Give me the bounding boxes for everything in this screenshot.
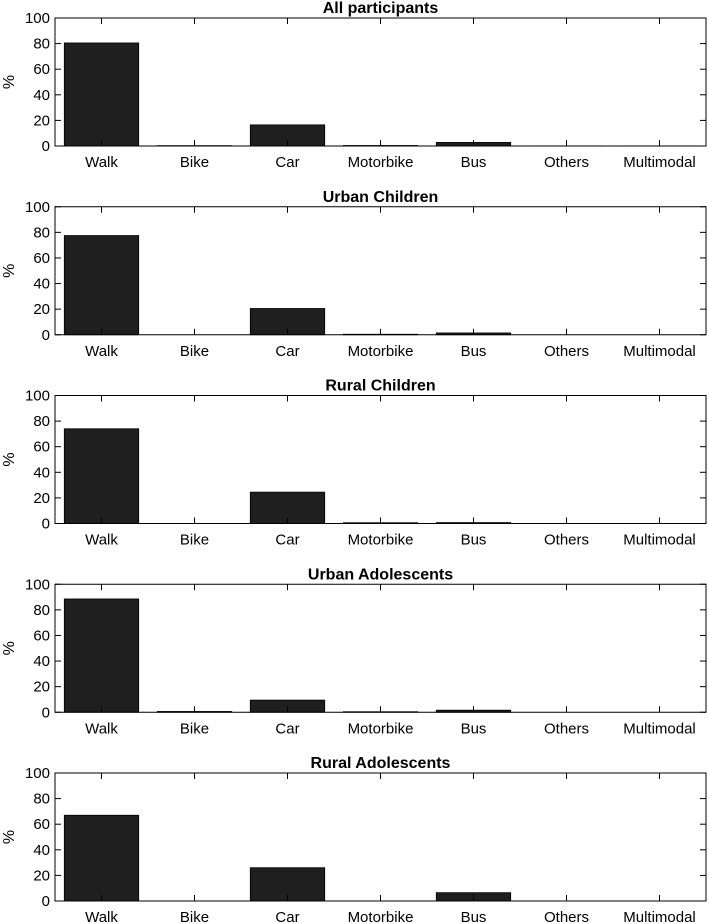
x-tick-label-bus: Bus [460,531,487,549]
x-tick-label-others: Others [543,531,590,549]
chart-panel-all-participants [1,0,706,171]
x-tick-label-motorbike: Motorbike [347,909,414,924]
x-tick-label-others: Others [543,720,590,738]
x-tick-label-walk: Walk [85,720,118,738]
x-tick-label-others: Others [543,154,590,171]
axes-box [55,396,706,524]
axes-box [55,18,706,146]
x-tick-label-multimodal: Multimodal [623,154,696,171]
x-tick-label-others: Others [543,342,590,360]
x-tick-label-bus: Bus [460,154,487,171]
x-tick-label-motorbike: Motorbike [347,154,414,171]
x-tick-label-car: Car [275,342,300,360]
x-tick-label-walk: Walk [85,154,118,171]
y-tick-label: 100 [24,10,50,27]
y-axis-label: % [1,641,18,656]
chart-panel-urban-adolescents [1,566,706,737]
bar-walk [64,599,138,712]
axes-box [55,207,706,335]
x-tick-label-bus: Bus [460,720,487,738]
bar-walk [64,815,138,901]
y-tick-label: 100 [24,387,50,405]
x-tick-label-car: Car [275,154,300,171]
y-tick-label: 80 [33,224,50,242]
y-tick-label: 80 [33,35,50,53]
y-axis-label: % [1,452,18,467]
x-tick-label-motorbike: Motorbike [347,342,414,360]
x-tick-label-multimodal: Multimodal [623,342,696,360]
x-tick-label-bus: Bus [460,342,487,360]
y-tick-label: 40 [33,86,50,104]
y-tick-label: 40 [33,653,50,671]
x-tick-label-bus: Bus [460,909,487,924]
y-tick-label: 80 [33,790,50,808]
bar-walk [64,236,138,335]
y-tick-label: 80 [33,413,50,431]
chart-title: All participants [322,0,439,17]
chart-title: Rural Children [325,377,436,395]
y-tick-label: 20 [33,867,50,885]
chart-panel-rural-adolescents [1,755,706,924]
y-tick-label: 60 [33,61,50,79]
x-tick-label-bike: Bike [179,154,210,171]
y-tick-label: 20 [33,678,50,696]
y-tick-label: 0 [41,515,50,533]
y-tick-label: 0 [41,138,50,155]
y-axis-label: % [1,74,18,90]
chart-title: Rural Adolescents [310,755,451,772]
y-tick-label: 0 [41,326,50,344]
y-tick-label: 0 [41,704,50,722]
x-tick-label-bike: Bike [179,720,210,738]
x-tick-label-car: Car [275,909,300,924]
y-tick-label: 0 [41,893,50,910]
bar-walk [64,43,138,146]
y-tick-label: 40 [33,841,50,859]
y-tick-label: 60 [33,627,50,645]
y-tick-label: 20 [33,301,50,319]
x-tick-label-motorbike: Motorbike [347,720,414,738]
y-tick-label: 40 [33,464,50,482]
y-axis-label: % [1,829,18,845]
chart-panel-rural-children [1,378,706,549]
x-tick-label-multimodal: Multimodal [623,720,696,738]
x-tick-label-motorbike: Motorbike [347,531,414,549]
y-axis-label: % [1,263,18,278]
y-tick-label: 20 [33,489,50,507]
x-tick-label-car: Car [275,531,300,549]
y-tick-label: 40 [33,275,50,293]
chart-panel-urban-children [1,189,706,360]
axes-box [55,773,706,901]
y-tick-label: 60 [33,816,50,834]
x-tick-label-multimodal: Multimodal [623,531,696,549]
x-tick-label-bike: Bike [179,342,210,360]
y-tick-label: 80 [33,601,50,619]
x-tick-label-car: Car [275,720,300,738]
x-tick-label-walk: Walk [85,342,118,360]
bar-walk [64,429,138,524]
y-tick-label: 60 [33,438,50,456]
x-tick-label-others: Others [543,909,590,924]
x-tick-label-bike: Bike [179,531,210,549]
y-tick-label: 100 [24,765,50,782]
y-tick-label: 20 [33,112,50,130]
x-tick-label-bike: Bike [179,909,210,924]
chart-title: Urban Children [322,188,439,206]
y-tick-label: 100 [24,576,50,594]
x-tick-label-multimodal: Multimodal [623,909,696,924]
y-tick-label: 60 [33,249,50,267]
chart-title: Urban Adolescents [307,566,454,584]
x-tick-label-walk: Walk [85,531,118,549]
x-tick-label-walk: Walk [85,909,118,924]
axes-box [55,584,706,712]
y-tick-label: 100 [24,198,50,216]
